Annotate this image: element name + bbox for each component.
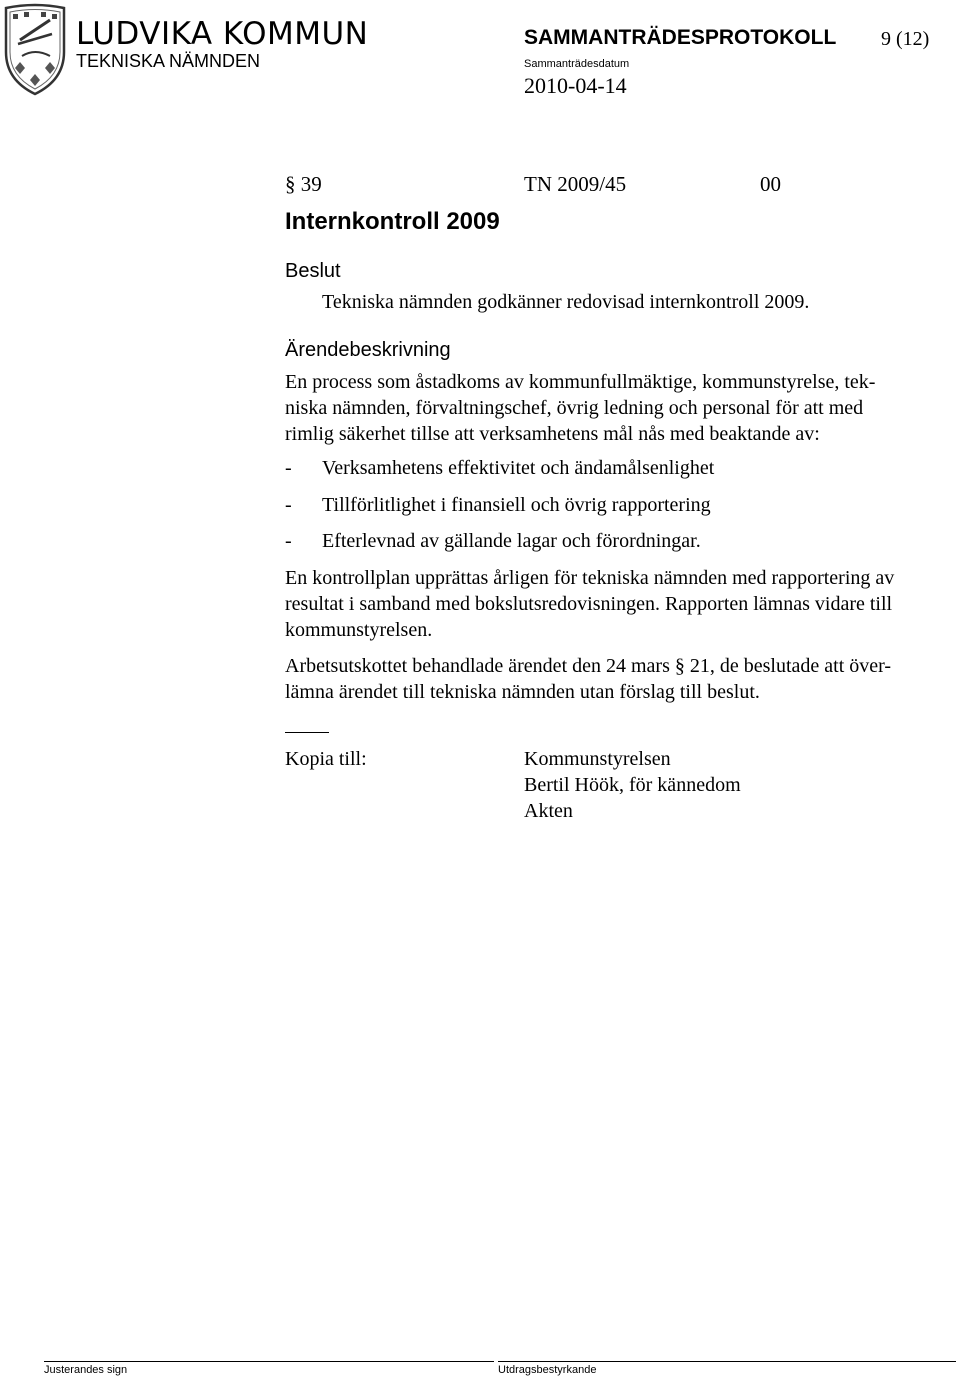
- bullet-marker: -: [285, 457, 292, 479]
- paragraph-line: resultat i samband med bokslutsredovisningen. Rapporten lämnas vidare till: [285, 593, 893, 615]
- copy-to-label: Kopia till:: [285, 748, 367, 770]
- paragraph-line: kommunstyrelsen.: [285, 619, 433, 641]
- meeting-date: 2010-04-14: [524, 73, 627, 98]
- section-title: Internkontroll 2009: [285, 208, 500, 235]
- case-number: TN 2009/45: [524, 172, 627, 196]
- footer-rule: [498, 1361, 956, 1362]
- description-line: rimlig säkerhet tillse att verksamhetens mål nås med beaktande av:: [285, 423, 820, 445]
- department-name: TEKNISKA NÄMNDEN: [76, 51, 261, 71]
- meeting-date-label: Sammanträdesdatum: [524, 58, 630, 70]
- decision-text: Tekniska nämnden godkänner redovisad internkontroll 2009.: [322, 291, 810, 313]
- footer-signature-label: Justerandes sign: [44, 1364, 128, 1376]
- separator-rule: [285, 732, 329, 733]
- case-suffix: 00: [760, 172, 781, 196]
- document-type: SAMMANTRÄDESPROTOKOLL: [524, 26, 837, 49]
- organization-name: LUDVIKA KOMMUN: [76, 16, 369, 52]
- bullet-item: Verksamhetens effektivitet och ändamålsenlighet: [322, 457, 715, 479]
- copy-recipient: Bertil Höök, för kännedom: [524, 774, 741, 796]
- paragraph-line: lämna ärendet till tekniska nämnden utan förslag till beslut.: [285, 681, 760, 703]
- bullet-marker: -: [285, 530, 292, 552]
- bullet-item: Tillförlitlighet i finansiell och övrig rapportering: [322, 494, 711, 516]
- bullet-item: Efterlevnad av gällande lagar och förordningar.: [322, 530, 701, 552]
- paragraph-line: Arbetsutskottet behandlade ärendet den 24 mars § 21, de beslutade att över-: [285, 655, 892, 677]
- copy-recipient: Akten: [524, 800, 573, 822]
- page-number: 9 (12): [881, 28, 930, 50]
- municipal-crest-logo: [0, 0, 70, 98]
- footer-rule: [44, 1361, 494, 1362]
- description-line: niska nämnden, förvaltningschef, övrig ledning och personal för att med: [285, 397, 864, 419]
- paragraph-number: § 39: [285, 172, 322, 196]
- description-heading: Ärendebeskrivning: [285, 339, 451, 361]
- paragraph-line: En kontrollplan upprättas årligen för tekniska nämnden med rapportering av: [285, 567, 895, 589]
- footer-certification-label: Utdragsbestyrkande: [498, 1364, 597, 1376]
- description-line: En process som åstadkoms av kommunfullmäktige, kommunstyrelse, tek-: [285, 371, 876, 393]
- bullet-marker: -: [285, 494, 292, 516]
- decision-heading: Beslut: [285, 260, 341, 282]
- copy-recipient: Kommunstyrelsen: [524, 748, 671, 770]
